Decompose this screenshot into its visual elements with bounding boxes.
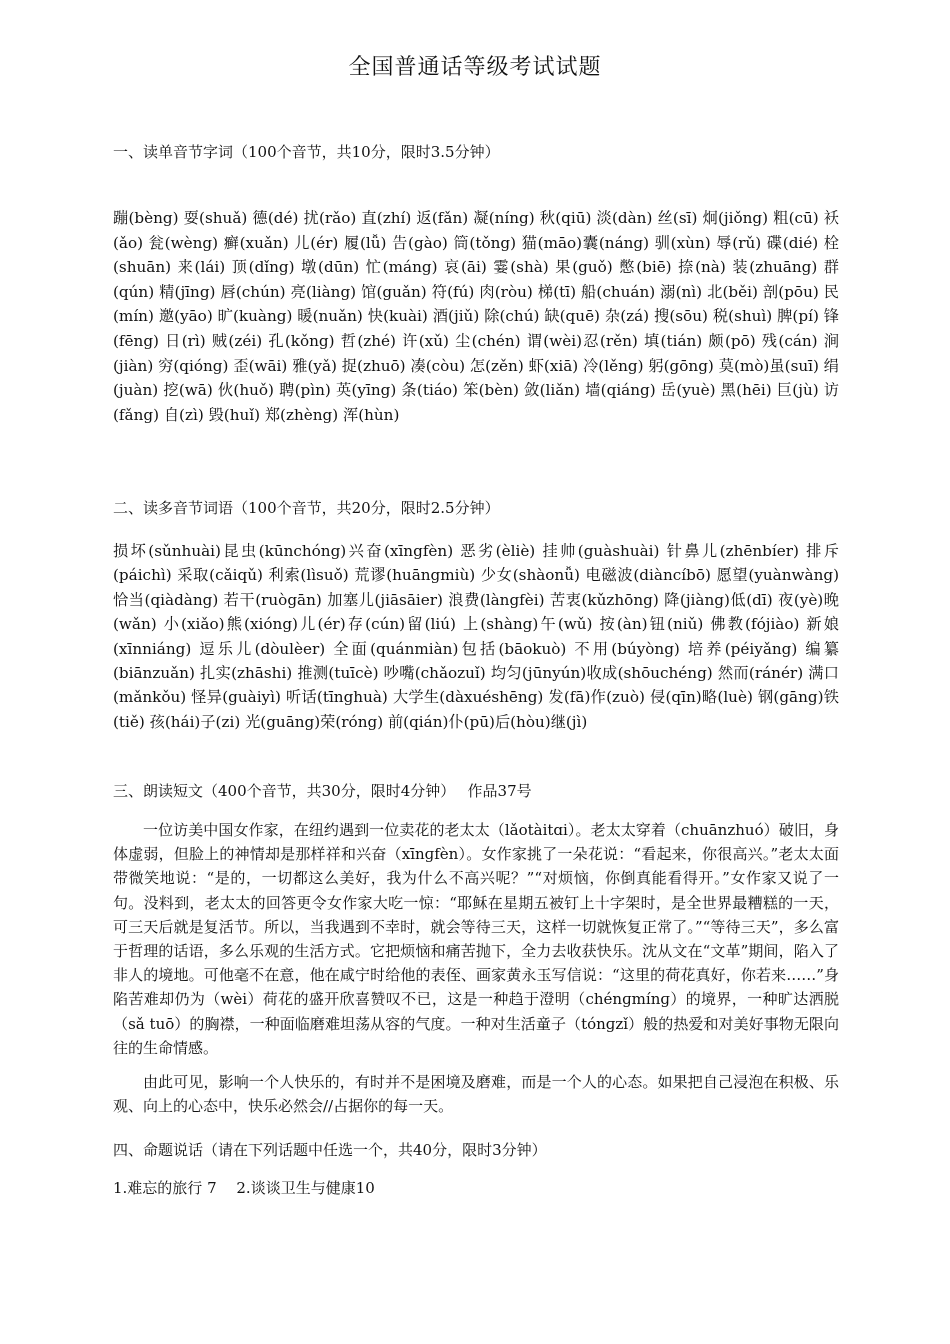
single-syllable-words: 蹦(bèng) 耍(shuǎ) 德(dé) 扰(rǎo) 直(zhí) 返(fǎn) 凝(níng) 秋(qiū) 淡(dàn) 丝(sī) 炯(jiǒng) 粗(cū) 袄(ǎo) 瓮(wèng) 癣(xuǎn) 儿(ér) 履(lǚ) 告(gào) 筒(tǒng) 猫(māo)囊(náng) 驯(xùn) 辱(rǔ) 碟(dié) 栓(shuān) 来(lái) 顶(dǐng) 墩(dūn) 忙(máng) 哀(āi) 霎(shà) 果(guǒ) 憋(biē) 捺(nà) 装(zhuāng) 群(qún) 精(jīng) 唇(chún) 亮(liàng) 馆(guǎn) 符(fú) 肉(ròu) 梯(tī) 船(chuán) 溺(nì) 北(běi) 剖(pōu) 民(mín) 邀(yāo) 旷(kuàng) 暖(nuǎn) 快(kuài) 酒(jiǔ) 除(chú) 缺(quē) 杂(zá) 搜(sōu) 税(shuì) 脾(pí) 锋(fēng) 日(rì) 贼(zéi) 孔(kǒng) 哲(zhé) 许(xǔ) 尘(chén) 谓(wèi)忍(rěn) 填(tián) 颇(pō) 残(cán) 涧(jiàn) 穷(qióng) 歪(wāi) 雅(yǎ) 捉(zhuō) 凑(còu) 怎(zěn) 虾(xiā) 冷(lěng) 躬(gōng) 莫(mò)虽(suī) 绢(juàn) 挖(wā) 伙(huǒ) 聘(pìn) 英(yīng) 条(tiáo) 笨(bèn) 敛(liǎn) 墙(qiáng) 岳(yuè) 黑(hēi) 巨(jù) 访(fǎng) 自(zì) 毁(huǐ) 郑(zhèng) 浑(hùn) [113, 209, 839, 424]
section-3-heading: 三、朗读短文（400个音节，共30分，限时4分钟） 作品37号 [113, 782, 532, 800]
speaking-topics: 1.难忘的旅行 7 2.谈谈卫生与健康10 [113, 1179, 375, 1197]
reading-paragraph-2: 由此可见，影响一个人快乐的，有时并不是困境及磨难，而是一个人的心态。如果把自己浸泡在积极、乐观、向上的心态中，快乐必然会//占据你的每一天。 [113, 1073, 839, 1116]
section-3-body [113, 818, 839, 1118]
section-2-body [113, 539, 839, 734]
section-1-body [113, 206, 839, 427]
multi-syllable-words: 损坏(sǔnhuài)昆虫(kūnchóng)兴奋(xīngfèn) 恶劣(èliè) 挂帅(guàshuài) 针鼻儿(zhēnbíer) 排斥(páichì) 采取(cǎiqǔ) 利索(lìsuǒ) 荒谬(huāngmiù) 少女(shàonǚ) 电磁波(diàncíbō) 愿望(yuànwàng) 恰当(qiàdàng) 若干(ruògān) 加塞儿(jiāsāier) 浪费(làngfèi) 苦衷(kǔzhōng) 降(jiàng)低(dī) 夜(yè)晚(wǎn) 小(xiǎo)熊(xióng)儿(ér)存(cún)留(liú) 上(shàng)午(wǔ) 按(àn)钮(niǔ) 佛教(fójiào) 新娘(xīnniáng) 逗乐儿(dòulèer) 全面(quánmiàn)包括(bāokuò) 不用(búyòng) 培养(péiyǎng) 编纂(biānzuǎn) 扎实(zhāshi) 推测(tuīcè) 吵嘴(chǎozuǐ) 均匀(jūnyún)收成(shōuchéng) 然而(ránér) 满口(mǎnkǒu) 怪异(guàiyì) 听话(tīnghuà) 大学生(dàxuéshēng) 发(fā)作(zuò) 侵(qīn)略(luè) 钢(gāng)铁(tiě) 孩(hái)子(zi) 光(guāng)荣(róng) 前(qián)仆(pū)后(hòu)继(jì) [113, 542, 839, 731]
section-1-heading: 一、读单音节字词（100个音节，共10分，限时3.5分钟） [113, 143, 500, 161]
section-2-heading: 二、读多音节词语（100个音节，共20分，限时2.5分钟） [113, 499, 500, 517]
page-title: 全国普通话等级考试试题 [348, 55, 602, 80]
reading-paragraph-1: 一位访美中国女作家，在纽约遇到一位卖花的老太太（lǎotàitɑi）。老太太穿着（chuānzhuó）破旧，身体虚弱，但脸上的神情却是那样祥和兴奋（xīnɡfèn）。女作家挑了一朵花说：“看起来，你很高兴。”老太太面带微笑地说：“是的，一切都这么美好，我为什么不高兴呢？”“对烦恼，你倒真能看得开。”女作家又说了一句。没料到，老太太的回答更令女作家大吃一惊：“耶稣在星期五被钉上十字架时，是全世界最糟糕的一天，可三天后就是复活节。所以，当我遇到不幸时，就会等待三天，这样一切就恢复正常了。”“等待三天”，多么富于哲理的话语，多么乐观的生活方式。它把烦恼和痛苦抛下，全力去收获快乐。沈从文在“文革”期间，陷入了非人的境地。可他毫不在意，他在咸宁时给他的表侄、画家黄永玉写信说：“这里的荷花真好，你若来……”身陷苦难却仍为（wèi）荷花的盛开欣喜赞叹不已，这是一种趋于澄明（chénɡmínɡ）的境界，一种旷达洒脱（sǎ tuō）的胸襟，一种面临磨难坦荡从容的气度。一种对生活童子（tónɡzǐ）般的热爱和对美好事物无限向往的生命情感。 [113, 821, 839, 1057]
section-4-heading: 四、命题说话（请在下列话题中任选一个，共40分，限时3分钟） [113, 1141, 547, 1159]
